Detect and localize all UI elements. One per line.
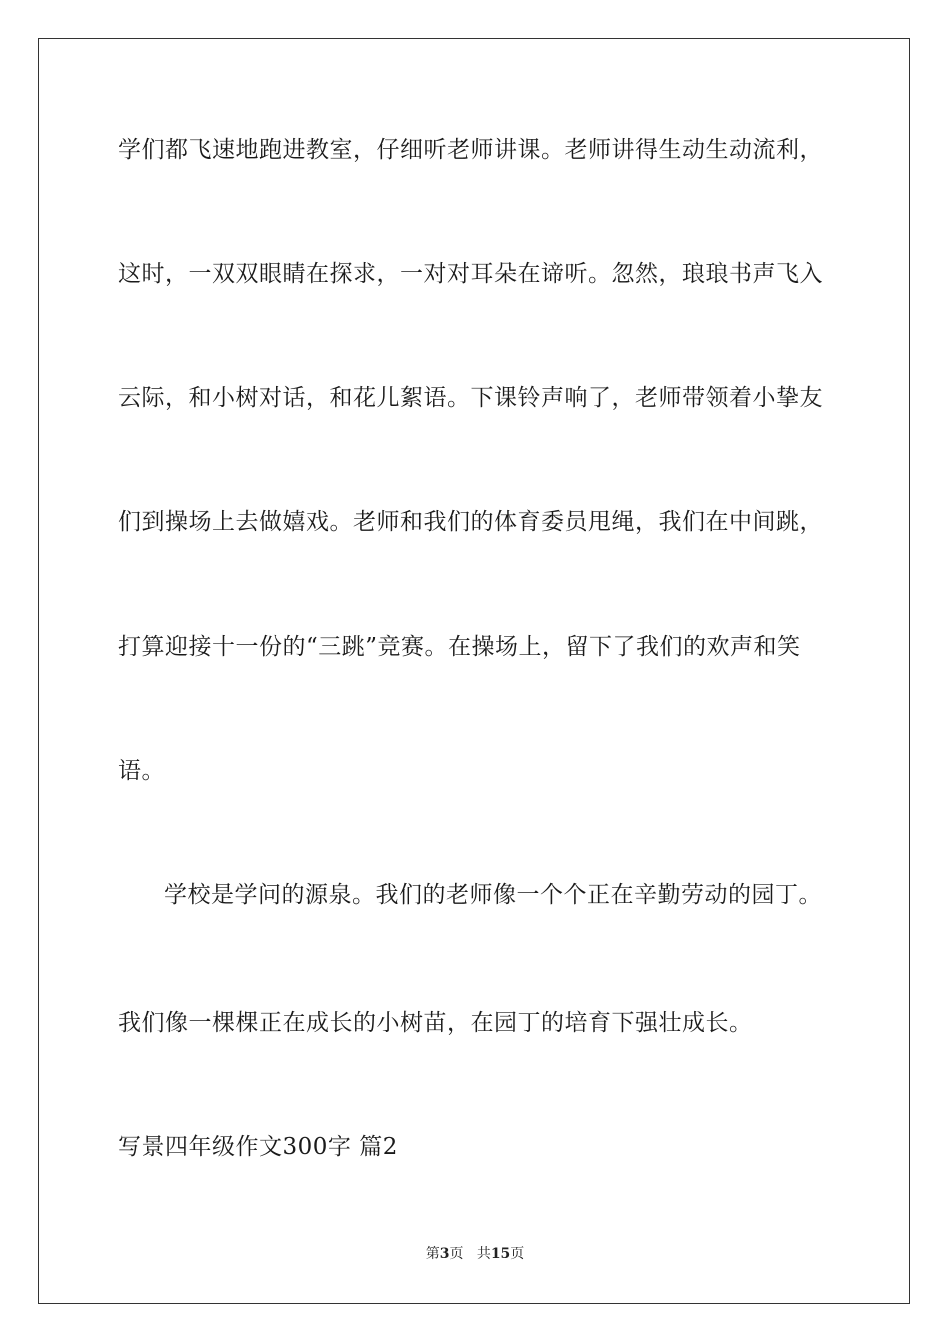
footer-page-suffix: 页 <box>449 1246 464 1262</box>
paragraph1-line-4: 们到操场上去做嬉戏。老师和我们的体育委员甩绳，我们在中间跳， <box>118 509 823 535</box>
paragraph1-line-6: 语。 <box>118 758 165 784</box>
paragraph2-line-2: 我们像一棵棵正在成长的小树苗，在园丁的培育下强壮成长。 <box>118 1010 753 1036</box>
footer-page-number: 3 <box>439 1246 450 1262</box>
footer-total-suffix: 页 <box>510 1246 525 1262</box>
footer-total-prefix: 共 <box>476 1246 491 1262</box>
footer-total-pages: 15 <box>490 1246 511 1262</box>
footer-page-prefix: 第 <box>425 1246 440 1262</box>
paragraph1-line-5: 打算迎接十一份的“三跳”竞赛。在操场上，留下了我们的欢声和笑 <box>118 634 801 660</box>
paragraph1-line-3: 云际，和小树对话，和花儿絮语。下课铃声响了，老师带领着小挚友 <box>118 385 823 411</box>
section-heading: 写景四年级作文300字 篇2 <box>118 1134 398 1160</box>
page-border <box>38 38 910 1304</box>
paragraph1-line-2: 这时，一双双眼睛在探求，一对对耳朵在谛听。忽然，琅琅书声飞入 <box>118 261 823 287</box>
paragraph1-line-1: 学们都飞速地跑进教室，仔细听老师讲课。老师讲得生动生动流利， <box>118 137 823 163</box>
paragraph2-line-1: 学校是学问的源泉。我们的老师像一个个正在辛勤劳动的园丁。 <box>164 882 822 908</box>
page-footer <box>0 1245 950 1263</box>
